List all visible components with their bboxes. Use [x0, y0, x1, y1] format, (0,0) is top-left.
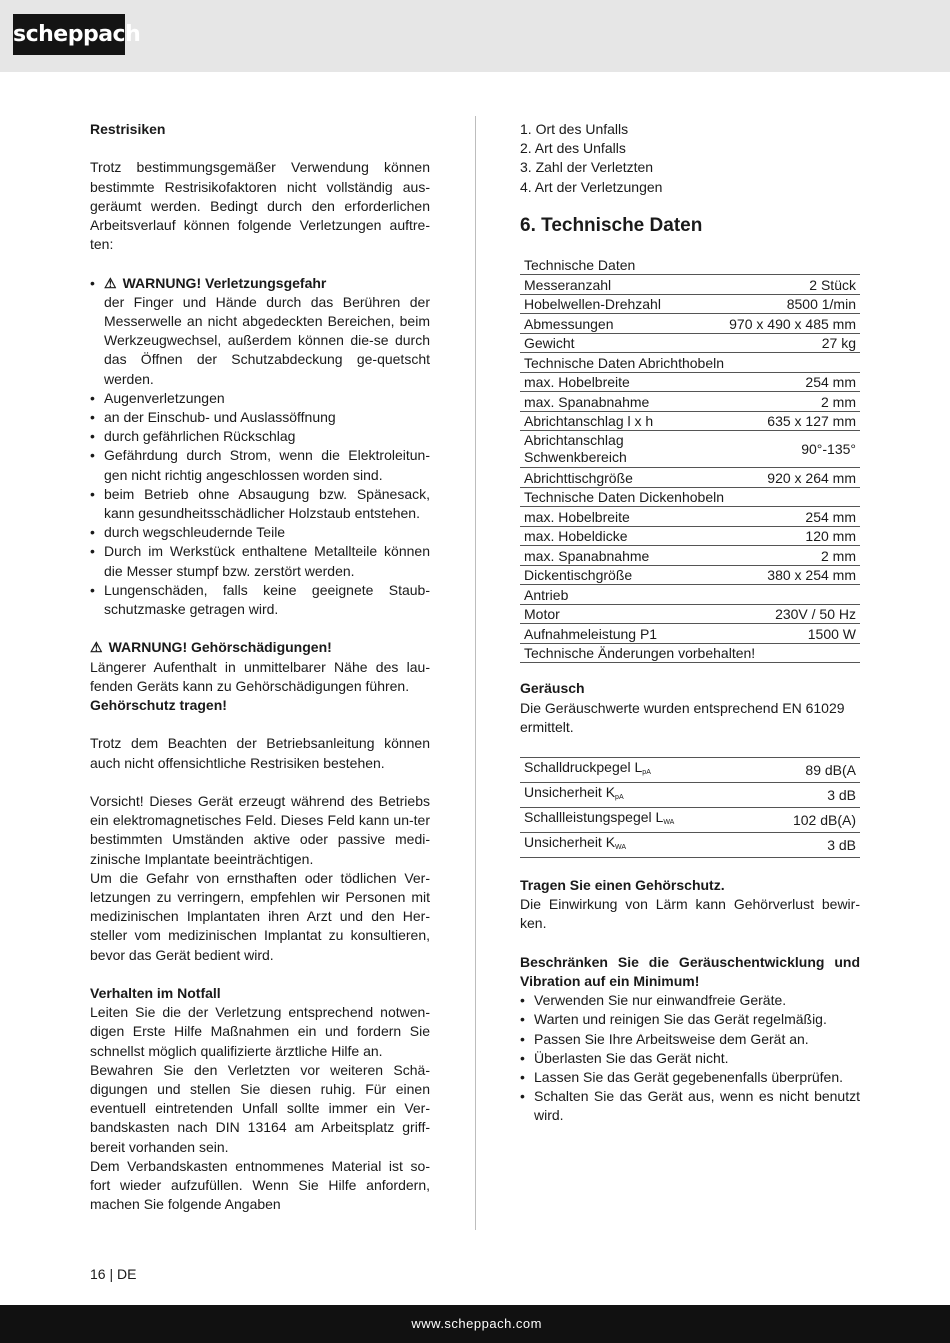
brand-logo: scheppach — [13, 14, 125, 55]
table-cell-label: Technische Daten — [520, 256, 860, 275]
warning-triangle-icon: ⚠ — [104, 274, 117, 291]
table-cell-label: Aufnahmeleistung P1 — [520, 624, 725, 644]
list-item: • durch wegschleudernde Teile — [90, 523, 430, 542]
list-item: • Überlasten Sie das Gerät nicht. — [520, 1049, 860, 1068]
table-cell-label: max. Hobelbreite — [520, 372, 725, 392]
page-footer — [0, 1305, 950, 1343]
table-row — [520, 757, 860, 782]
residual-risk-paragraph: Trotz dem Beachten der Betriebsanleitung können auch nicht offensichtliche Restrisiken bestehen. — [90, 735, 430, 771]
noise-subscript: WA — [663, 818, 675, 826]
hearing-protection-heading: Tragen Sie einen Gehörschutz. — [520, 876, 725, 893]
table-cell-label — [520, 807, 755, 832]
emergency-paragraph: Bewahren Sie den Verletzten vor weiteren Schä-digungen und stellen Sie diesen ruhig. Für einen eventuell eintretenden Unfall sollte immer ein Ver-bandskasten nach DIN 13164 am Arbeitsplatz griff-bereit vorhanden sein. — [90, 1061, 430, 1155]
table-cell-label: Antrieb — [520, 585, 860, 605]
table-cell-value: 635 x 127 mm — [725, 411, 860, 431]
table-row — [520, 275, 860, 295]
list-item: 1. Ort des Unfalls — [520, 121, 629, 137]
table-row — [520, 392, 860, 412]
table-row — [520, 604, 860, 624]
list-item: • durch gefährlichen Rückschlag — [90, 427, 430, 446]
list-item: • Verwenden Sie nur einwandfreie Geräte. — [520, 991, 860, 1010]
hearing-warning-bold: Gehörschutz tragen! — [90, 697, 227, 714]
table-cell-label: Motor — [520, 604, 725, 624]
table-row — [520, 294, 860, 314]
list-item: • Gefährdung durch Strom, wenn die Elektroleitun-gen nicht richtig angeschlossen worden sind. — [90, 446, 430, 484]
table-cell-value: 970 x 490 x 485 mm — [725, 314, 860, 334]
table-cell-value: 1500 W — [725, 624, 860, 644]
table-cell-label: max. Spanabnahme — [520, 546, 725, 566]
technical-data-table — [520, 256, 860, 664]
list-item: • Lungenschäden, falls keine geeignete Staub-schutzmaske getragen wird. — [90, 581, 430, 619]
noise-label: Schalldruckpegel L — [524, 758, 643, 775]
table-cell-value: 102 dB(A) — [755, 807, 860, 832]
list-item: • Schalten Sie das Gerät aus, wenn es nicht benutzt wird. — [520, 1087, 860, 1125]
table-row — [520, 565, 860, 585]
hearing-warning-heading: ⚠ WARNUNG! Gehörschädigungen! — [90, 638, 430, 657]
website-url: www.scheppach.com — [411, 1316, 542, 1331]
emergency-paragraph: Leiten Sie die der Verletzung entsprechend notwen-digen Erste Hilfe Maßnahmen ein und fordern Sie schnellst möglich qualifizierte ärztliche Hilfe an. — [90, 1004, 430, 1059]
table-cell-value: 89 dB(A — [755, 757, 860, 782]
page-header — [0, 0, 950, 72]
table-cell-label: Abrichtanschlag l x h — [520, 411, 725, 431]
vibration-heading: Beschränken Sie die Geräuschentwicklung und Vibration auf ein Minimum! — [520, 953, 860, 989]
warning-triangle-icon: ⚠ — [90, 639, 103, 656]
table-cell-value: 230V / 50 Hz — [725, 604, 860, 624]
table-row — [520, 624, 860, 644]
emergency-paragraph: Dem Verbandskasten entnommenes Material ist so-fort wieder aufzufüllen. Wenn Sie Hilfe anfordern, machen Sie folgende Angaben — [90, 1157, 430, 1213]
restrisiken-heading: Restrisiken — [90, 121, 166, 137]
table-row — [520, 585, 860, 605]
list-item: • Passen Sie Ihre Arbeitsweise dem Gerät an. — [520, 1030, 860, 1049]
table-cell-label: Gewicht — [520, 333, 725, 353]
table-cell-value: 920 x 264 mm — [725, 468, 860, 488]
table-cell-value: 2 mm — [725, 392, 860, 412]
table-cell-label: Technische Daten Dickenhobeln — [520, 487, 860, 507]
table-cell-value: 27 kg — [725, 333, 860, 353]
table-cell-value: 8500 1/min — [725, 294, 860, 314]
table-cell-label — [520, 832, 755, 857]
table-cell-label: Technische Daten Abrichthobeln — [520, 353, 860, 373]
table-row — [520, 314, 860, 334]
table-row — [520, 507, 860, 527]
table-row — [520, 468, 860, 488]
implant-advice-paragraph: Um die Gefahr von ernsthaften oder tödlichen Ver-letzungen zu verringern, empfehlen wir Personen mit medizinischen Implantaten ihren Arzt und den Her-steller vom medizinischen Implantat zu konsultieren, bevor das Gerät bedient wird. — [90, 869, 430, 963]
table-cell-label: Abrichttischgröße — [520, 468, 725, 488]
table-row — [520, 411, 860, 431]
table-row — [520, 353, 860, 373]
table-cell-label: max. Hobelbreite — [520, 507, 725, 527]
table-cell-label: Abrichtanschlag Schwenkbereich — [520, 431, 725, 468]
table-row — [520, 333, 860, 353]
list-item: • Warten und reinigen Sie das Gerät regelmäßig. — [520, 1010, 860, 1029]
risk-list — [90, 274, 430, 620]
hearing-warning-text: Längerer Aufenthalt in unmittelbarer Nähe des lau-fenden Geräts kann zu Gehörschädigungen führen. — [90, 658, 430, 694]
section-title: 6. Technische Daten — [520, 214, 703, 236]
table-cell-label: max. Hobeldicke — [520, 526, 725, 546]
page-number: 16 | DE — [90, 1266, 137, 1282]
noise-label: Unsicherheit K — [524, 833, 616, 850]
warning-text: der Finger und Hände durch das Berühren der Messerwelle an nicht abgedeckten Bereichen, beim Werkzeugwechsel, außerdem können die-se durch das Öffnen der Schutzabdeckung ge-quetscht werden. — [104, 293, 430, 387]
table-cell-label: max. Spanabnahme — [520, 392, 725, 412]
restrisiken-intro: Trotz bestimmungsgemäßer Verwendung können bestimmte Restrisikofaktoren nicht vollständig aus-geräumt werden. Bedingt durch den erforderlichen Arbeitsverlauf können folgende Verletzungen auftre-ten: — [90, 159, 430, 253]
table-row — [520, 372, 860, 392]
table-cell-value: 3 dB — [755, 832, 860, 857]
noise-subscript: pA — [642, 768, 651, 776]
table-cell-value: 90°-135° — [725, 431, 860, 468]
noise-heading: Geräusch — [520, 680, 585, 697]
table-cell-label: Abmessungen — [520, 314, 725, 334]
table-row — [520, 487, 860, 507]
noise-table — [520, 757, 860, 858]
table-cell-label: Dickentischgröße — [520, 565, 725, 585]
right-column — [520, 120, 860, 1126]
table-row — [520, 782, 860, 807]
table-row — [520, 832, 860, 857]
list-item: 2. Art des Unfalls — [520, 140, 626, 157]
table-cell-label: Messeranzahl — [520, 275, 725, 295]
noise-subscript: pA — [615, 793, 624, 801]
list-item: • Durch im Werkstück enthaltene Metallteile können die Messer stumpf bzw. zerstört werden. — [90, 542, 430, 580]
left-column — [90, 120, 430, 1214]
column-divider — [475, 116, 476, 1230]
list-item: 3. Zahl der Verletzten — [520, 159, 654, 176]
list-item: • an der Einschub- und Auslassöffnung — [90, 408, 430, 427]
table-cell-value: 120 mm — [725, 526, 860, 546]
list-item: • Augenverletzungen — [90, 389, 430, 408]
table-row — [520, 431, 860, 468]
table-cell-label: Hobelwellen-Drehzahl — [520, 294, 725, 314]
table-row — [520, 546, 860, 566]
table-row — [520, 807, 860, 832]
emf-caution-paragraph: Vorsicht! Dieses Gerät erzeugt während des Betriebs ein elektromagnetisches Feld. Dieses Feld kann un-ter bestimmten Umständen aktive oder passive medi-zinische Implantate beeinträchtigen. — [90, 793, 430, 867]
table-cell-label: Technische Änderungen vorbehalten! — [520, 643, 860, 663]
list-item — [90, 274, 430, 389]
noise-label: Unsicherheit K — [524, 783, 616, 800]
table-row — [520, 643, 860, 663]
accident-info-list — [520, 120, 860, 197]
table-cell-label — [520, 782, 755, 807]
noise-subscript: WA — [615, 843, 627, 851]
table-cell-label — [520, 757, 755, 782]
table-cell-value: 3 dB — [755, 782, 860, 807]
list-item: 4. Art der Verletzungen — [520, 178, 663, 195]
table-row — [520, 526, 860, 546]
vibration-list — [520, 991, 860, 1125]
table-cell-value: 380 x 254 mm — [725, 565, 860, 585]
table-cell-value: 254 mm — [725, 507, 860, 527]
warning-title: WARNUNG! Verletzungsgefahr — [122, 274, 327, 291]
hearing-protection-text: Die Einwirkung von Lärm kann Gehörverlust bewir-ken. — [520, 896, 860, 932]
emergency-heading: Verhalten im Notfall — [90, 985, 221, 1002]
table-cell-value: 254 mm — [725, 372, 860, 392]
table-cell-value: 2 Stück — [725, 275, 860, 295]
list-item: • Lassen Sie das Gerät gegebenenfalls überprüfen. — [520, 1068, 860, 1087]
list-item: • beim Betrieb ohne Absaugung bzw. Spänesack, kann gesundheitsschädlicher Holzstaub entstehen. — [90, 485, 430, 523]
noise-label: Schallleistungspegel L — [524, 808, 664, 825]
table-row — [520, 256, 860, 275]
noise-text: Die Geräuschwerte wurden entsprechend EN 61029 ermittelt. — [520, 699, 845, 735]
table-cell-value: 2 mm — [725, 546, 860, 566]
